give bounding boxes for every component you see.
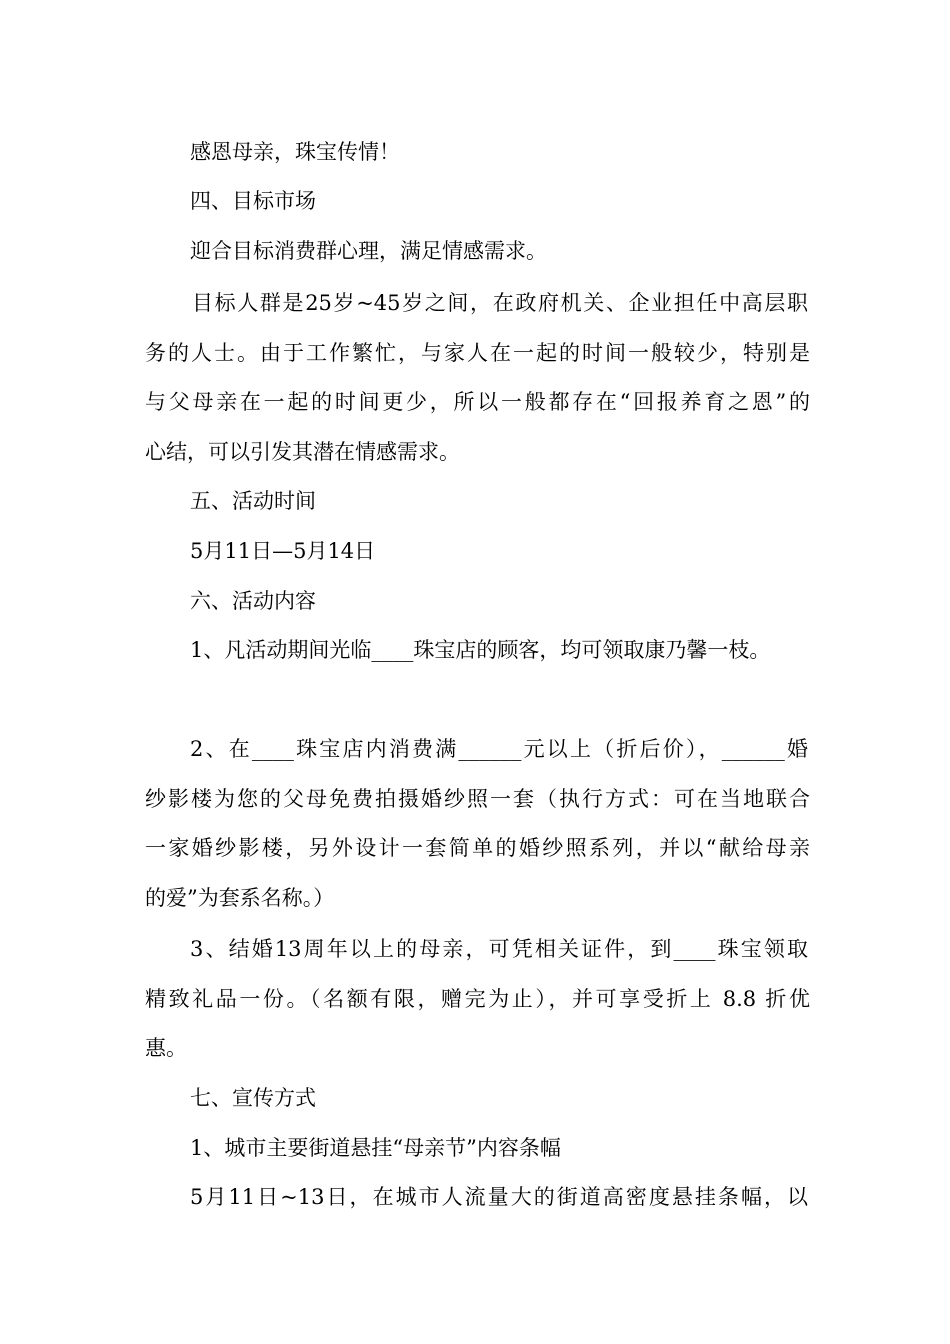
text-line: 惠。 bbox=[145, 1036, 187, 1060]
text-line: 感恩母亲，珠宝传情！ bbox=[190, 140, 400, 164]
text-line: 纱影楼为您的父母免费拍摄婚纱照一套（执行方式：可在当地联合 bbox=[145, 787, 810, 811]
text-line: 1、城市主要街道悬挂“母亲节”内容条幅 bbox=[190, 1136, 561, 1160]
section-heading: 七、宣传方式 bbox=[190, 1086, 316, 1110]
text-line: 心结，可以引发其潜在情感需求。 bbox=[145, 440, 460, 464]
text-line: 精致礼品一份。（名额有限，赠完为止），并可享受折上 8.8 折优 bbox=[145, 987, 810, 1011]
text-line: 1、凡活动期间光临____珠宝店的顾客，均可领取康乃馨一枝。 bbox=[190, 638, 771, 662]
text-line: 5月11日—5月14日 bbox=[190, 539, 376, 563]
section-heading: 五、活动时间 bbox=[190, 489, 316, 513]
text-line: 务的人士。由于工作繁忙，与家人在一起的时间一般较少，特别是 bbox=[145, 341, 810, 365]
text-line: 一家婚纱影楼，另外设计一套简单的婚纱照系列，并以“献给母亲 bbox=[145, 836, 810, 860]
text-line: 的爱”为套系名称。） bbox=[145, 886, 335, 910]
text-line: 目标人群是25岁~45岁之间，在政府机关、企业担任中高层职 bbox=[192, 291, 808, 315]
section-heading: 六、活动内容 bbox=[190, 589, 316, 613]
text-line: 与父母亲在一起的时间更少，所以一般都存在“回报养育之恩”的 bbox=[145, 390, 810, 414]
text-line: 2、在____珠宝店内消费满______元以上（折后价），______婚 bbox=[190, 737, 808, 761]
text-line: 3、结婚13周年以上的母亲，可凭相关证件，到____珠宝领取 bbox=[190, 937, 808, 961]
text-line: 5月11日~13日，在城市人流量大的街道高密度悬挂条幅，以 bbox=[190, 1185, 808, 1209]
section-heading: 四、目标市场 bbox=[190, 189, 316, 213]
text-line: 迎合目标消费群心理，满足情感需求。 bbox=[190, 239, 547, 263]
